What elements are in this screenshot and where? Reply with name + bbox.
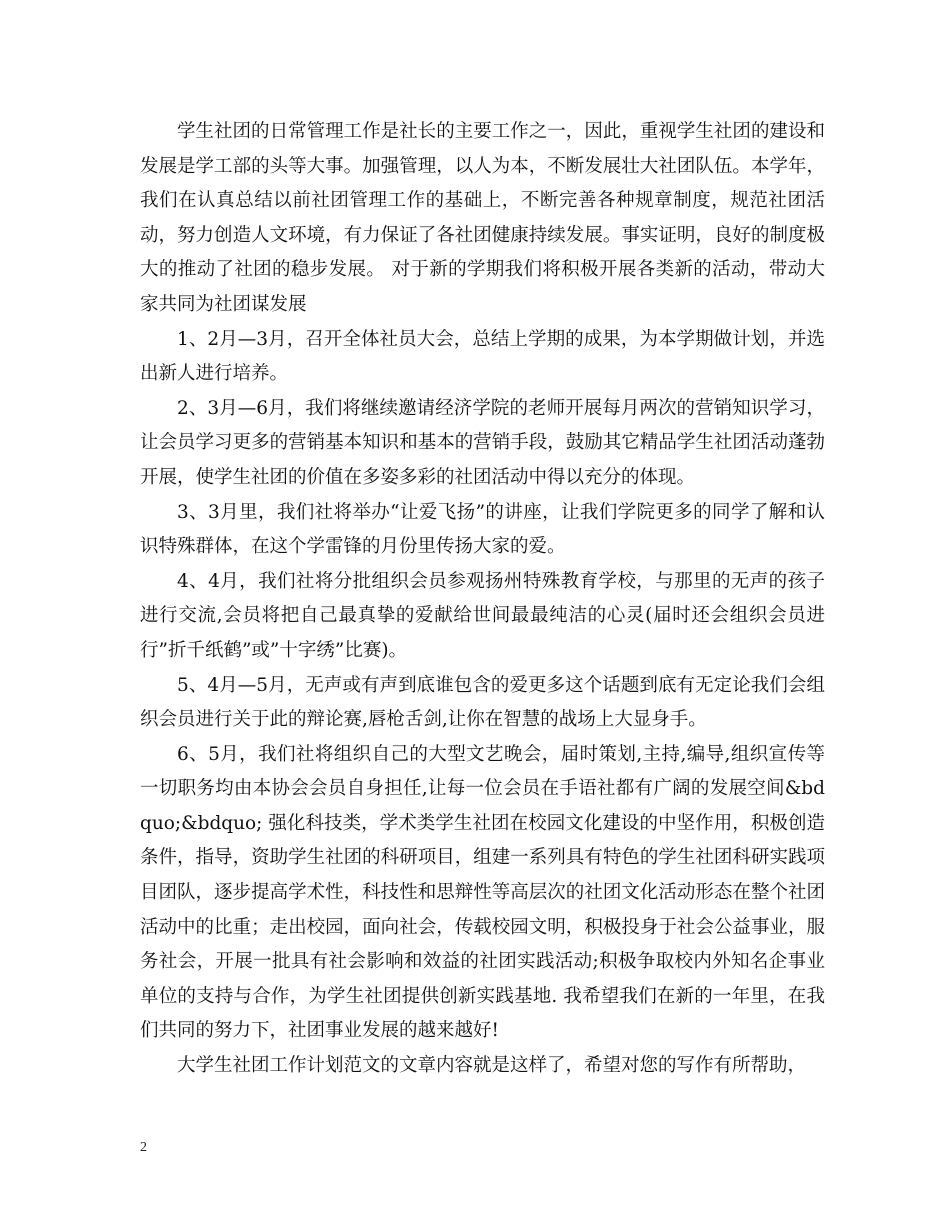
paragraph-item-6: 6、5月，我们社将组织自己的大型文艺晚会，届时策划,主持,编导,组织宣传等一切职务均由本协会会员自身担任,让每一位会员在手语社都有广阔的发展空间&bdquo;&bdquo; 强化科技类，学术类学生社团在校园文化建设的中坚作用，积极创造条件，指导，资助学生社团的科研项目，组建一系列具有特色的学生社团科研实践项目团队，逐步提高学术性，科技性和思辩性等高层次的社团文化活动形态在整个社团活动中的比重；走出校园，面向社会，传载校园文明，积极投身于社会公益事业，服务社会，开展一批具有社会影响和效益的社团实践活动;积极争取校内外知名企事业单位的支持与合作，为学生社团提供创新实践基地. 我希望我们在新的一年里，在我们共同的努力下，社团事业发展的越来越好! (140, 743, 825, 1042)
paragraph-intro: 学生社团的日常管理工作是社长的主要工作之一，因此，重视学生社团的建设和发展是学工部的头等大事。加强管理，以人为本，不断发展壮大社团队伍。本学年，我们在认真总结以前社团管理工作的基础上，不断完善各种规章制度，规范社团活动，努力创造人文环境，有力保证了各社团健康持续发展。事实证明，良好的制度极大的推动了社团的稳步发展。 对于新的学期我们将积极开展各类新的活动，带动大家共同为社团谋发展 (140, 121, 825, 315)
document-body (140, 115, 825, 1084)
paragraph-item-5: 5、4月—5月，无声或有声到底谁包含的爱更多这个话题到底有无定论我们会组织会员进行关于此的辩论赛,唇枪舌剑,让你在智慧的战场上大显身手。 (140, 674, 825, 731)
page-number: 2 (140, 1140, 147, 1155)
paragraph-item-3: 3、3月里，我们社将举办“让爱飞扬”的讲座，让我们学院更多的同学了解和认识特殊群体，在这个学雷锋的月份里传扬大家的爱。 (140, 501, 825, 558)
paragraph-item-4: 4、4月，我们社将分批组织会员参观扬州特殊教育学校，与那里的无声的孩子进行交流,会员将把自己最真挚的爱献给世间最最纯洁的心灵(届时还会组织会员进行”折千纸鹤”或”十字绣”比赛)。 (140, 570, 825, 661)
paragraph-item-2: 2、3月—6月，我们将继续邀请经济学院的老师开展每月两次的营销知识学习，让会员学习更多的营销基本知识和基本的营销手段，鼓励其它精品学生社团活动蓬勃开展，使学生社团的价值在多姿多彩的社团活动中得以充分的体现。 (140, 397, 825, 488)
paragraph-item-1: 1、2月—3月，召开全体社员大会，总结上学期的成果，为本学期做计划，并选出新人进行培养。 (140, 328, 825, 385)
paragraph-closing: 大学生社团工作计划范文的文章内容就是这样了，希望对您的写作有所帮助， (177, 1055, 807, 1077)
